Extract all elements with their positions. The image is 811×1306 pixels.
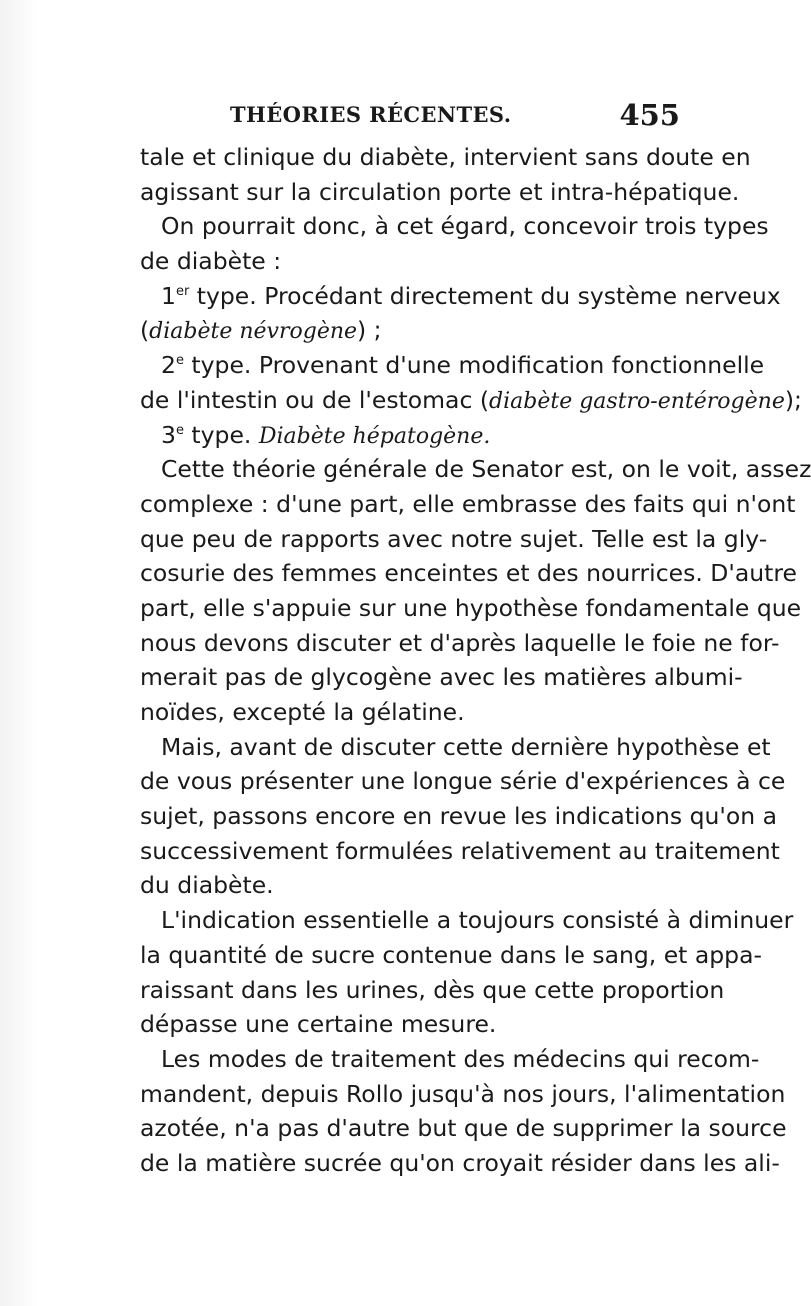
text-line: part, elle s'appuie sur une hypothèse fondamentale que <box>140 593 802 622</box>
italic-term: Diabète hépatogène. <box>258 423 491 449</box>
paren: ) ; <box>357 316 382 345</box>
text-run: de l'intestin ou de l'estomac ( <box>140 385 490 414</box>
list-item-text: type. <box>183 420 259 449</box>
list-item-type-3 <box>140 418 670 453</box>
text-line: Mais, avant de discuter cette dernière hypothèse et <box>161 732 771 761</box>
gutter-shadow <box>0 0 40 1306</box>
paren: ); <box>784 385 802 414</box>
italic-term: diabète névrogène <box>149 319 358 345</box>
text-line <box>140 313 670 348</box>
text-line: azotée, n'a pas d'autre but que de supprimer la source <box>140 1114 787 1143</box>
body-text <box>140 140 811 1181</box>
list-item-type-1 <box>140 279 781 314</box>
list-item-text: type. Provenant d'une modification fonctionnelle <box>183 351 765 380</box>
text-line: dépasse une certaine mesure. <box>140 1010 497 1039</box>
ordinal-number: 2 <box>161 351 176 380</box>
text-line: raissant dans les urines, dès que cette proportion <box>140 975 725 1004</box>
page-number: 455 <box>619 98 680 132</box>
text-line <box>140 383 802 418</box>
paren: ( <box>140 316 150 345</box>
text-line: du diabète. <box>140 871 274 900</box>
ordinal-number: 3 <box>161 420 176 449</box>
text-line: successivement formulées relativement au traitement <box>140 836 780 865</box>
text-line: que peu de rapports avec notre sujet. Telle est la gly- <box>140 524 768 553</box>
text-line: cosurie des femmes enceintes et des nourrices. D'autre <box>140 559 797 588</box>
text-line: de vous présenter une longue série d'expériences à ce <box>140 767 786 796</box>
text-line: On pourrait donc, à cet égard, concevoir trois types <box>161 212 769 241</box>
text-line: merait pas de glycogène avec les matières albumi- <box>140 663 743 692</box>
italic-term: diabète gastro-entérogène <box>489 388 785 414</box>
text-line: nous devons discuter et d'après laquelle le foie ne for- <box>140 628 780 657</box>
text-line: de diabète : <box>140 247 282 276</box>
page-header <box>140 100 680 130</box>
ordinal-suffix: e <box>175 422 184 438</box>
ordinal-number: 1 <box>161 281 176 310</box>
ordinal-suffix: er <box>175 283 190 299</box>
list-item-type-2 <box>140 348 765 383</box>
text-line: mandent, depuis Rollo jusqu'à nos jours, l'alimentation <box>140 1079 786 1108</box>
text-line: Cette théorie générale de Senator est, on le voit, assez <box>161 455 811 484</box>
text-line: sujet, passons encore en revue les indications qu'on a <box>140 802 777 831</box>
text-line: noïdes, excepté la gélatine. <box>140 698 465 726</box>
text-line: tale et clinique du diabète, intervient sans doute en <box>140 143 751 171</box>
text-line: Les modes de traitement des médecins qui recom- <box>161 1044 760 1073</box>
text-line: la quantité de sucre contenue dans le sang, et appa- <box>140 940 762 969</box>
text-line: L'indication essentielle a toujours consisté à diminuer <box>161 906 794 935</box>
text-line: agissant sur la circulation porte et intra-hépatique. <box>140 177 740 206</box>
list-item-text: type. Procédant directement du système nerveux <box>189 281 781 310</box>
running-title: THÉORIES RÉCENTES. <box>230 102 512 127</box>
text-line: de la matière sucrée qu'on croyait résider dans les ali- <box>140 1148 780 1177</box>
text-line: complexe : d'une part, elle embrasse des faits qui n'ont <box>140 489 796 518</box>
ordinal-suffix: e <box>175 353 184 369</box>
